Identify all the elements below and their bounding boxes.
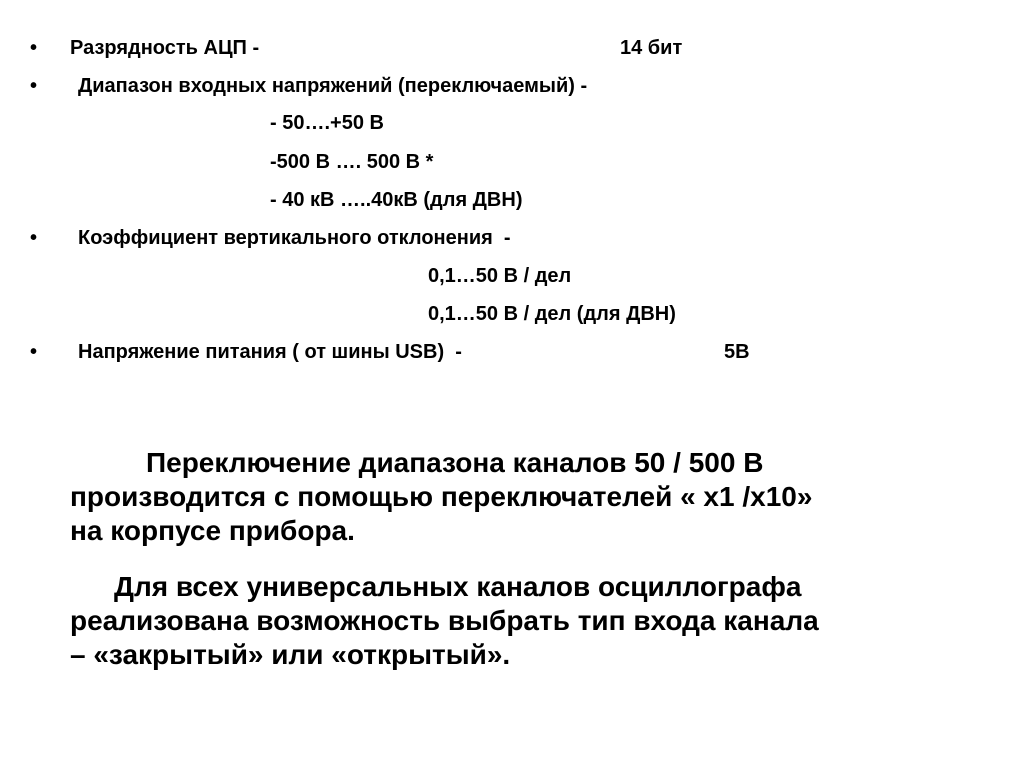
paragraph-line: реализована возможность выбрать тип входа канала xyxy=(70,605,819,636)
spec-adc-resolution-value: 14 бит xyxy=(620,37,683,59)
bullet-marker: • xyxy=(30,227,38,249)
paragraph-range-switching xyxy=(70,446,1010,548)
spec-vertical-coef-label: Коэффициент вертикального отклонения - xyxy=(78,227,511,249)
spec-vertical-coef-1: 0,1…50 В / дел xyxy=(428,265,572,287)
spec-power-supply-label: Напряжение питания ( от шины USB) - xyxy=(78,341,462,363)
spec-input-range-2: -500 В …. 500 В * xyxy=(270,151,434,173)
paragraph-input-type xyxy=(70,570,1010,672)
bullet-marker: • xyxy=(30,37,38,59)
bullet-marker: • xyxy=(30,341,38,363)
spec-vertical-coef-2: 0,1…50 В / дел (для ДВН) xyxy=(428,303,676,325)
paragraph-line: Переключение диапазона каналов 50 / 500 В xyxy=(146,447,764,478)
paragraph-line: на корпусе прибора. xyxy=(70,515,355,546)
spec-input-range-1: - 50….+50 В xyxy=(270,112,384,134)
bullet-marker: • xyxy=(30,75,38,97)
paragraph-line: – «закрытый» или «открытый». xyxy=(70,639,511,670)
spec-power-supply-value: 5В xyxy=(724,341,750,363)
spec-input-range-3: - 40 кВ …..40кВ (для ДВН) xyxy=(270,189,523,211)
spec-input-range-label: Диапазон входных напряжений (переключаемый) - xyxy=(78,75,588,97)
paragraph-line: Для всех универсальных каналов осциллографа xyxy=(114,571,802,602)
paragraph-line: производится с помощью переключателей « х1 /х10» xyxy=(70,481,813,512)
spec-adc-resolution-label: Разрядность АЦП - xyxy=(70,37,260,59)
